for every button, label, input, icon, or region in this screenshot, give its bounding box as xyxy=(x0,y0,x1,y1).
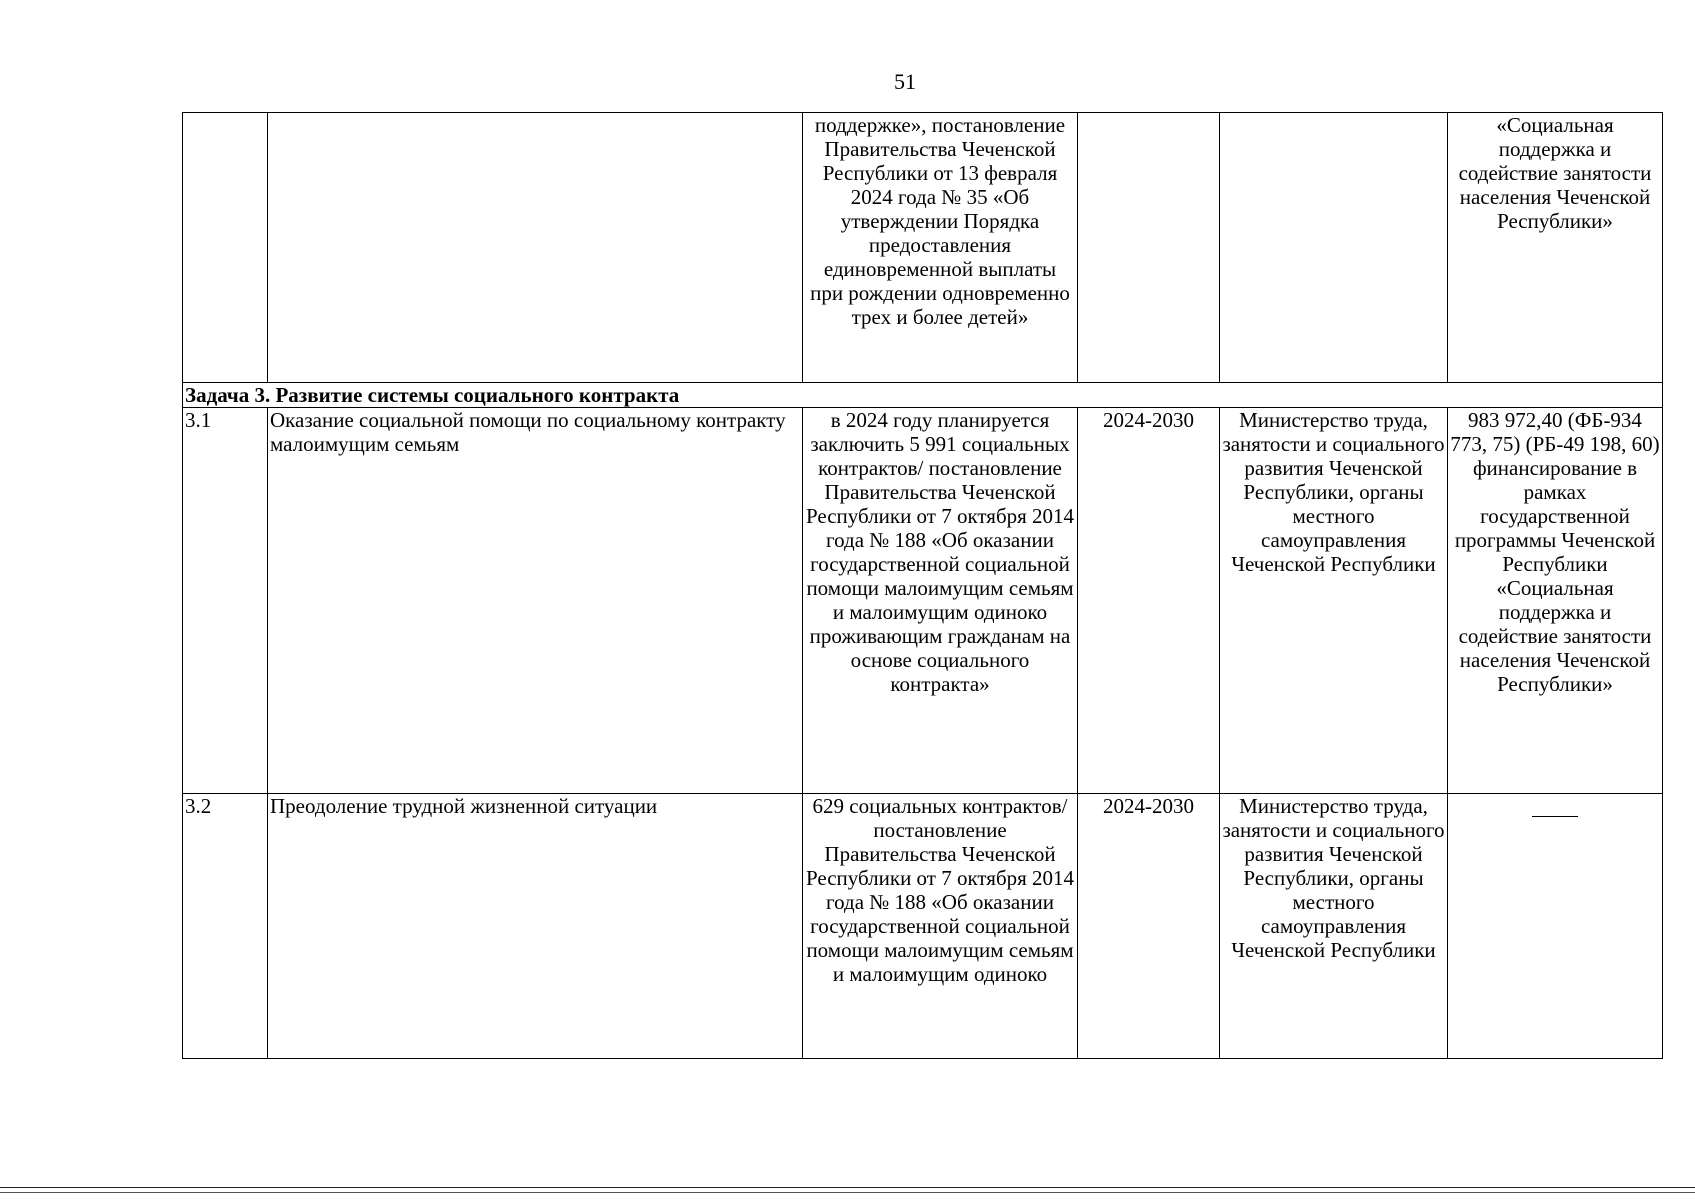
measure-name-cell: Оказание социальной помощи по социальному контракту малоимущим семьям xyxy=(268,408,803,794)
section-row xyxy=(183,383,1663,408)
measure-name-cell: Преодоление трудной жизненной ситуации xyxy=(268,794,803,1059)
measure-name-cell xyxy=(268,113,803,383)
funding-cell xyxy=(1448,794,1663,1059)
table-row xyxy=(183,113,1663,383)
section-title: Задача 3. Развитие системы социального контракта xyxy=(183,383,1663,408)
executor-cell xyxy=(1220,113,1448,383)
executor-cell: Министерство труда, занятости и социального развития Чеченской Республики, органы местного самоуправления Чеченской Республики xyxy=(1220,408,1448,794)
empty-dash xyxy=(1532,816,1578,817)
footer-rule-secondary xyxy=(0,1192,1695,1193)
executor-cell: Министерство труда, занятости и социального развития Чеченской Республики, органы местного самоуправления Чеченской Республики xyxy=(1220,794,1448,1059)
period-cell: 2024-2030 xyxy=(1078,408,1220,794)
legal-basis-cell: в 2024 году планируется заключить 5 991 социальных контрактов/ постановление Правительства Чеченской Республики от 7 октября 2014 года № 188 «Об оказании государственной социальной помощи малоимущим семьям и малоимущим одиноко проживающим гражданам на основе социального контракта» xyxy=(803,408,1078,794)
row-number-cell: 3.1 xyxy=(183,408,268,794)
funding-cell: 983 972,40 (ФБ-934 773, 75) (РБ-49 198, 60) финансирование в рамках государственной программы Чеченской Республики «Социальная поддержка и содействие занятости населения Чеченской Республики» xyxy=(1448,408,1663,794)
funding-cell: «Социальная поддержка и содействие занятости населения Чеченской Республики» xyxy=(1448,113,1663,383)
row-number-cell xyxy=(183,113,268,383)
page-number: 51 xyxy=(894,69,916,94)
footer-rule xyxy=(0,1187,1695,1188)
row-number-cell: 3.2 xyxy=(183,794,268,1059)
period-cell xyxy=(1078,113,1220,383)
period-cell: 2024-2030 xyxy=(1078,794,1220,1059)
measures-table xyxy=(182,112,1663,1059)
legal-basis-cell: 629 социальных контрактов/ постановление Правительства Чеченской Республики от 7 октября 2014 года № 188 «Об оказании государственной социальной помощи малоимущим семьям и малоимущим одиноко xyxy=(803,794,1078,1059)
legal-basis-cell: поддержке», постановление Правительства Чеченской Республики от 13 февраля 2024 года № 35 «Об утверждении Порядка предоставления единовременной выплаты при рождении одновременно трех и более детей» xyxy=(803,113,1078,383)
table-row xyxy=(183,408,1663,794)
table-row xyxy=(183,794,1663,1059)
